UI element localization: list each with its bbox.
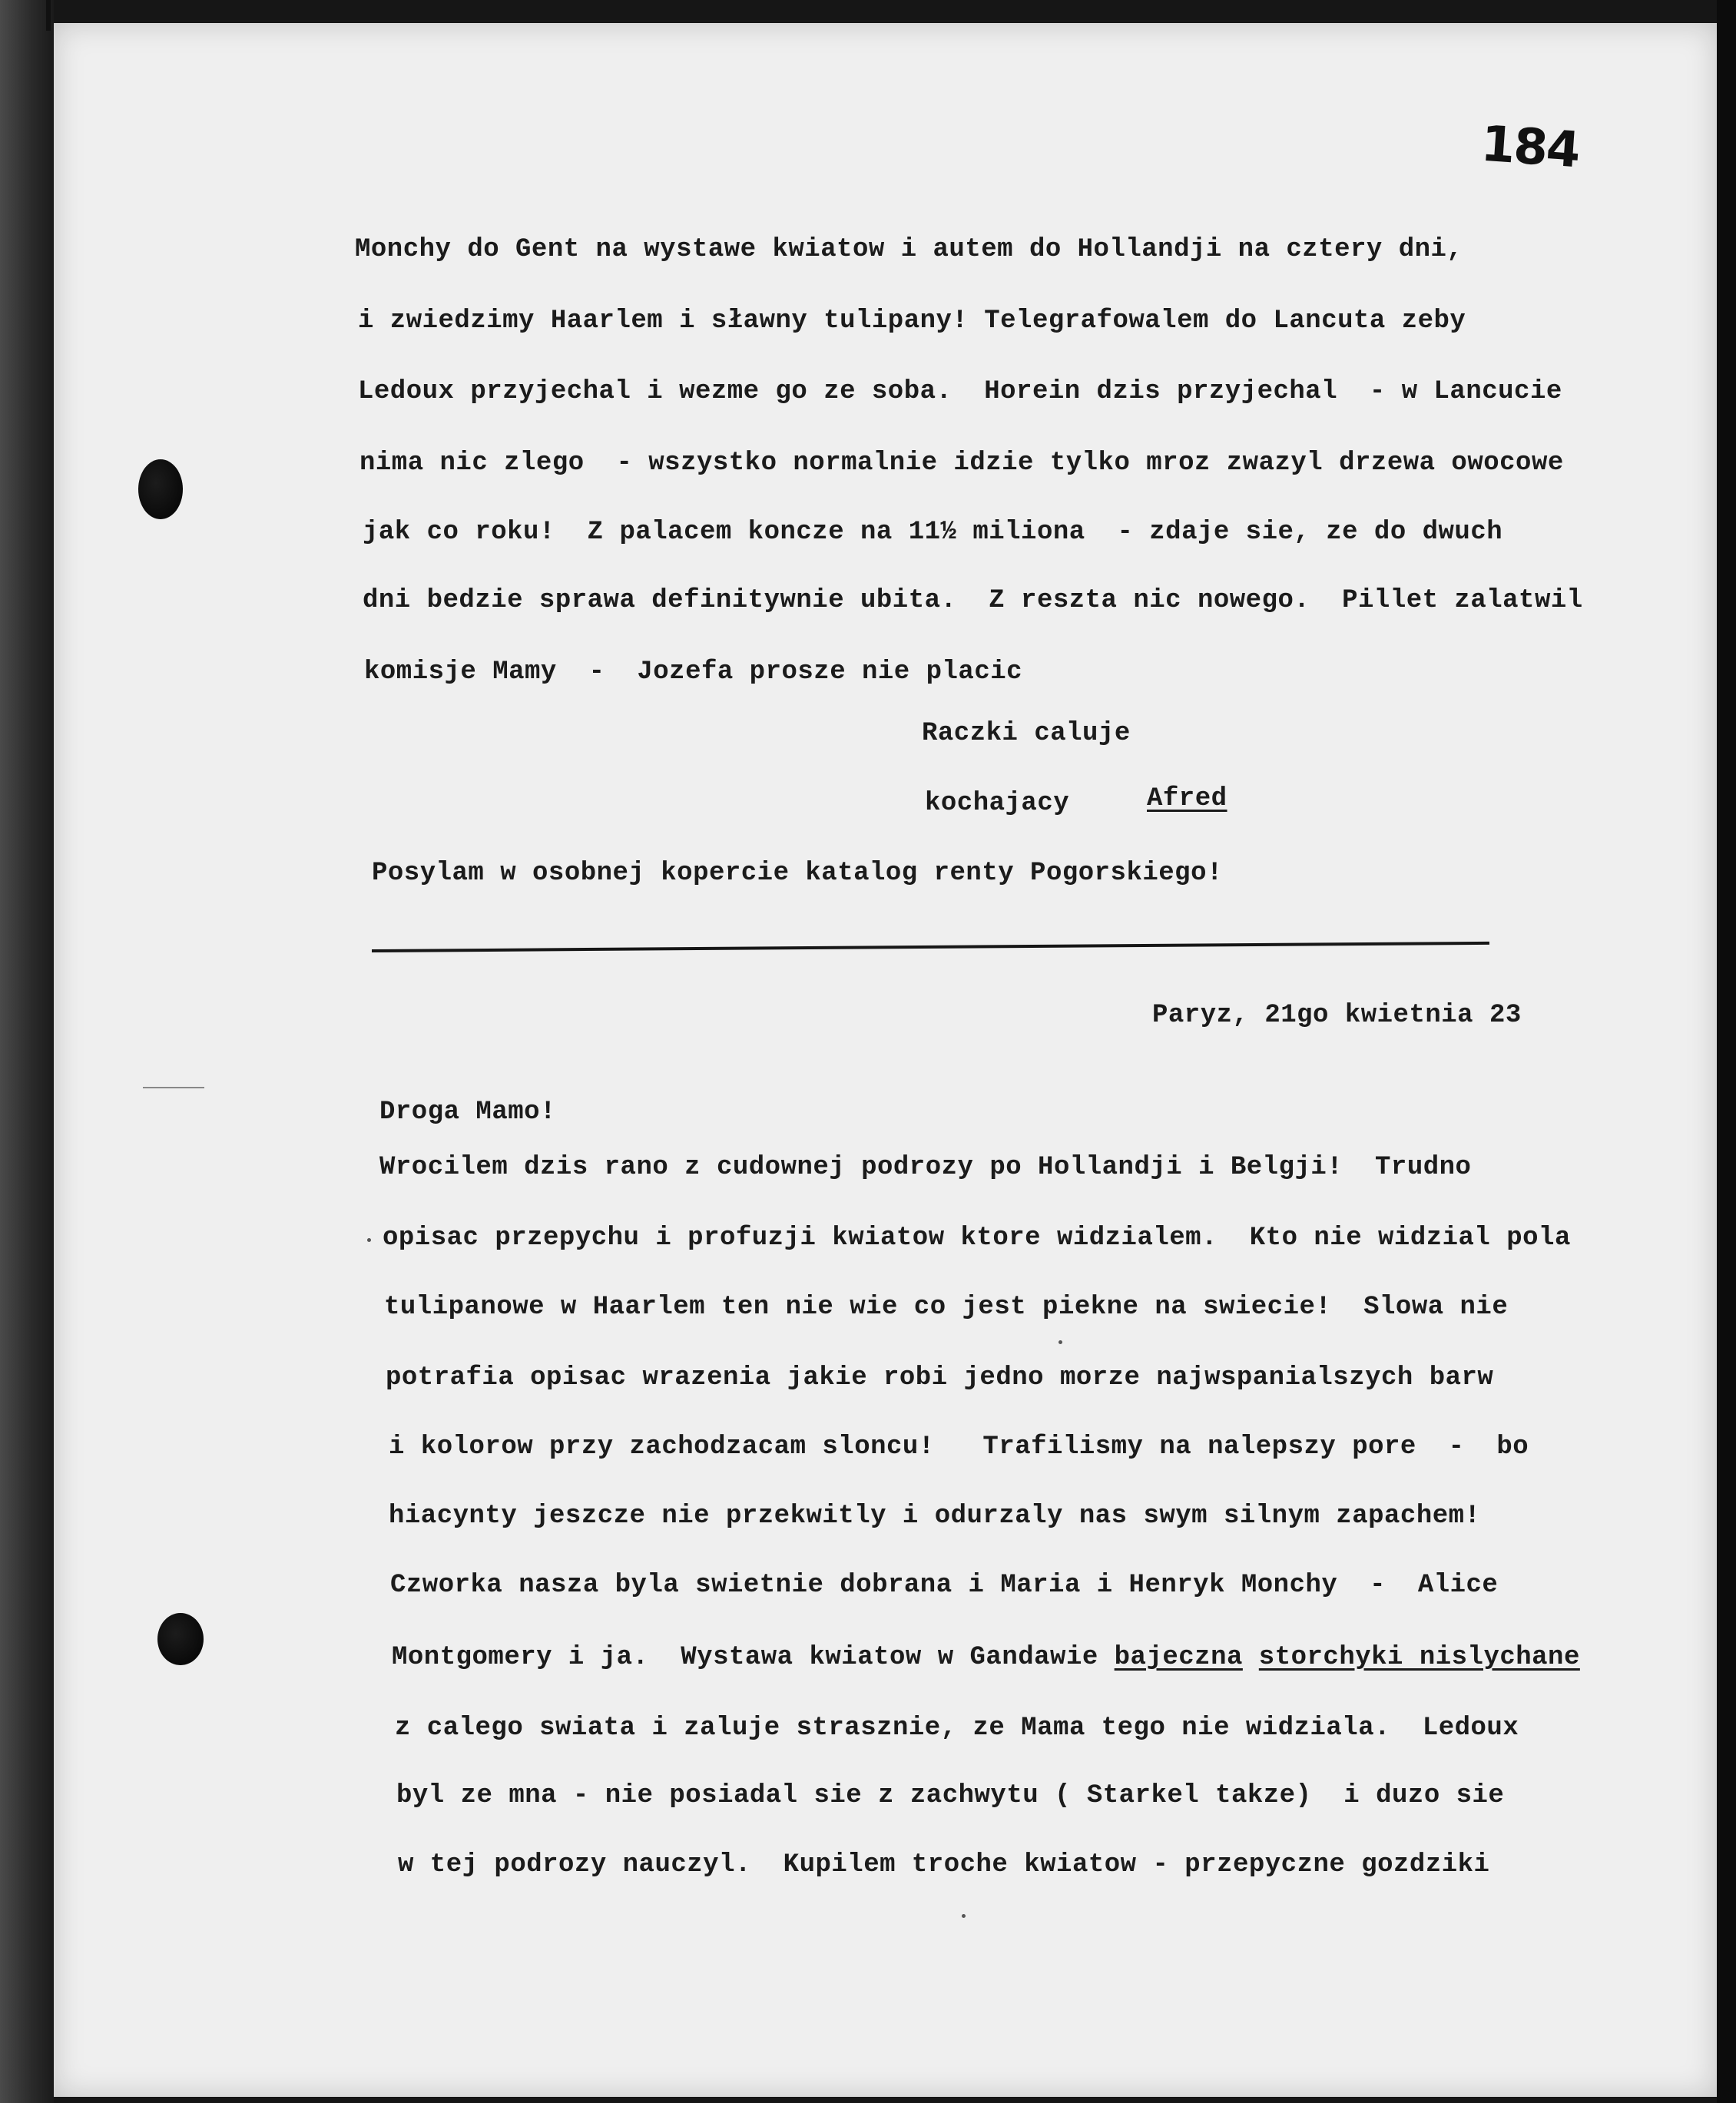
letter-line: w tej podrozy nauczyl. Kupilem troche kwiatow - przepyczne gozdziki bbox=[398, 1850, 1490, 1879]
punch-hole-bottom bbox=[157, 1613, 204, 1665]
letter-line bbox=[392, 1642, 1580, 1673]
letter-closing: kochajacy bbox=[925, 789, 1070, 818]
letter-salutation: Droga Mamo! bbox=[379, 1098, 556, 1127]
scan-mark bbox=[143, 1087, 204, 1088]
letter-line: opisac przepychu i profuzji kwiatow ktore widzialem. Kto nie widzial pola bbox=[383, 1224, 1571, 1253]
letter-line: Ledoux przyjechal i wezme go ze soba. Horein dzis przyjechal - w Lancucie bbox=[358, 377, 1562, 406]
letter-postscript: Posylam w osobnej kopercie katalog renty Pogorskiego! bbox=[372, 859, 1223, 888]
letter-line: z calego swiata i zaluje strasznie, ze Mama tego nie widziala. Ledoux bbox=[395, 1714, 1519, 1743]
letter-closing: Raczki caluje bbox=[922, 719, 1131, 748]
page-number: 184 bbox=[1479, 115, 1582, 180]
letter-line-text: Montgomery i ja. Wystawa kwiatow w Gandawie bbox=[392, 1643, 1115, 1672]
letter-line: hiacynty jeszcze nie przekwitly i odurzaly nas swym silnym zapachem! bbox=[389, 1502, 1481, 1531]
scan-speck bbox=[1058, 1340, 1062, 1344]
letter-date: Paryz, 21go kwietnia 23 bbox=[1152, 1001, 1522, 1030]
film-edge-left bbox=[0, 0, 54, 2103]
letter-line: Czworka nasza byla swietnie dobrana i Maria i Henryk Monchy - Alice bbox=[390, 1571, 1499, 1600]
underlined-phrase: storchyki nislychane bbox=[1258, 1643, 1580, 1672]
scan-speck bbox=[367, 1238, 371, 1242]
letter-line: nima nic zlego - wszystko normalnie idzie tylko mroz zwazyl drzewa owocowe bbox=[359, 449, 1564, 478]
letter-line: byl ze mna - nie posiadal sie z zachwytu ( Starkel takze) i duzo sie bbox=[396, 1781, 1505, 1810]
letter-signature: Afred bbox=[1147, 784, 1227, 813]
letter-line: i zwiedzimy Haarlem i sławny tulipany! Telegrafowalem do Lancuta zeby bbox=[358, 306, 1466, 336]
underlined-word: bajeczna bbox=[1114, 1643, 1243, 1672]
punch-hole-top bbox=[138, 459, 183, 519]
scan-speck bbox=[962, 1914, 966, 1918]
letter-line: komisje Mamy - Jozefa prosze nie placic bbox=[364, 657, 1023, 687]
letter-line: Monchy do Gent na wystawe kwiatow i autem do Hollandji na cztery dni, bbox=[355, 235, 1463, 264]
letter-line: i kolorow przy zachodzacam sloncu! Trafilismy na nalepszy pore - bo bbox=[389, 1432, 1529, 1462]
film-corner-mark bbox=[46, 0, 51, 31]
letter-line: potrafia opisac wrazenia jakie robi jedno morze najwspanialszych barw bbox=[386, 1363, 1494, 1393]
letter-line: dni bedzie sprawa definitywnie ubita. Z reszta nic nowego. Pillet zalatwil bbox=[363, 586, 1583, 615]
letter-line: jak co roku! Z palacem koncze na 11½ miliona - zdaje sie, ze do dwuch bbox=[363, 518, 1503, 547]
letter-line: Wrocilem dzis rano z cudownej podrozy po Hollandji i Belgji! Trudno bbox=[379, 1153, 1472, 1182]
letter-line: tulipanowe w Haarlem ten nie wie co jest piekne na swiecie! Slowa nie bbox=[384, 1293, 1509, 1322]
film-edge-right bbox=[1717, 0, 1736, 2103]
